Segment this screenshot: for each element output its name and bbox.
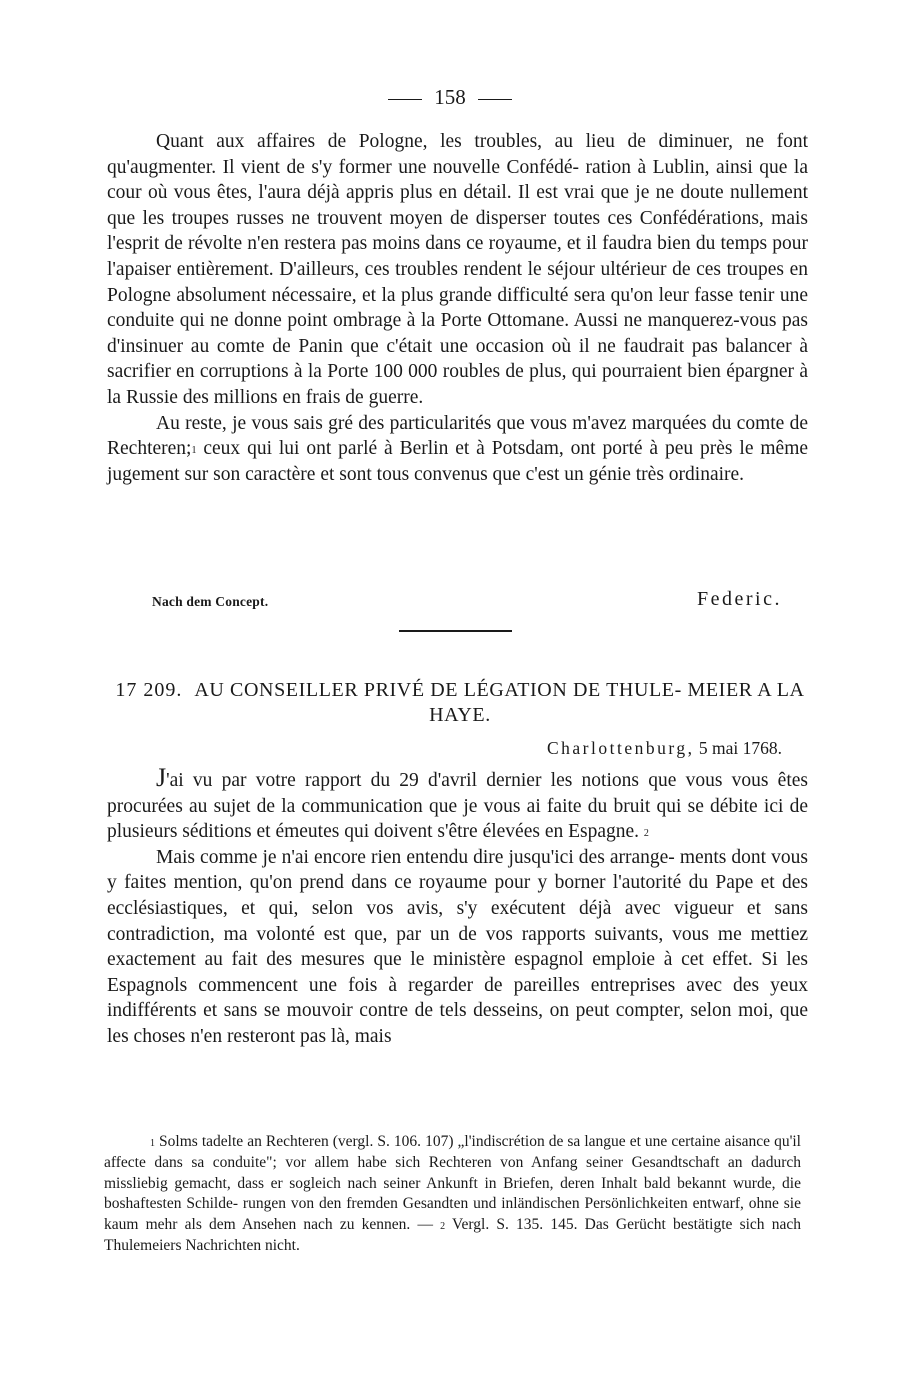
footnote-ref-1: 1 [191, 445, 197, 457]
footnote-text-2: Vergl. S. 135. 145. Das Gerücht bestätigte sich nach Thulemeiers Nachrichten nicht. [104, 1216, 801, 1254]
letter2-paragraph-1 [107, 765, 808, 845]
footnote-paragraph [104, 1132, 801, 1257]
letter-number: 17 209. [115, 679, 183, 701]
dateline-date: 5 mai 1768. [698, 738, 782, 758]
closing-row [152, 588, 782, 614]
letter1-paragraph-2-text-a: Au reste, je vous sais gré des particularités que vous m'avez marquées du comte de Rechteren; [107, 412, 808, 460]
letter-body [107, 765, 808, 1050]
header-dash-left [388, 99, 422, 100]
drop-cap: J [156, 763, 167, 792]
letter2-paragraph-2: Mais comme je n'ai encore rien entendu dire jusqu'ici des arrange- ments dont vous y faites mention, qu'on prend dans ce royaume pour y borner l'autorité du Pape et des ecclésiastiques, et qui, selon vos avis, s'y exécutent déjà avec vigueur et sans contradiction, ma volonté est que, par un de vos rapports suivants, vous me mettiez exactement au fait des mesures que le ministère espagnol emploie à cet effet. Si les Espagnols commencent une fois à regarder de pareilles entreprises avec des yeux indifférents et sans se mouvoir contre de tels desseins, on peut compter, selon moi, que les choses n'en resteront pas là, mais [107, 846, 808, 1047]
section-separator [399, 630, 512, 632]
header-dash-right [478, 99, 512, 100]
letter2-paragraph-1-text: 'ai vu par votre rapport du 29 d'avril dernier les notions que vous vous êtes procurées au sujet de la communication que je vous ai faite du bruit qui se débite ici de plusieurs séditions et émeutes qui doivent s'être élevées en Espagne. [107, 770, 808, 843]
page-header [0, 84, 900, 110]
letter-continuation [107, 129, 808, 487]
letter1-paragraph-2-text-b: ceux qui lui ont parlé à Berlin et à Potsdam, ont porté à peu près le même jugement sur son caractère et sont tous convenus que c'est un génie très ordinaire. [107, 438, 809, 485]
dateline [547, 737, 782, 759]
letter1-paragraph-1: Quant aux affaires de Pologne, les troubles, au lieu de diminuer, ne font qu'augmenter. Il vient de s'y former une nouvelle Confédé- ration à Lublin, ainsi que la cour où vous êtes, l'aura déjà appris plus en détail. Il est vrai que je ne doute nullement que les troupes russes ne trouvent moyen de disperser toutes ces Confédérations, mais l'esprit de révolte n'en restera pas moins dans ce royaume, et il faudra bien du temps pour l'apaiser entièrement. D'ailleurs, ces troubles rendent le séjour ultérieur de ces troupes en Pologne absolument nécessaire, et la plus grande difficulté sera qu'on leur fasse tenir une conduite qui ne donne point ombrage à la Porte Ottomane. Aussi ne manquerez-vous pas d'insinuer au comte de Panin que c'était une occasion où il ne faudrait pas balancer à sacrifier en corruptions à la Porte 100 000 roubles de plus, qui pourraient bien épargner à la Russie des millions en frais de guerre. [107, 131, 808, 408]
footnotes [104, 1132, 801, 1257]
letter-title: AU CONSEILLER PRIVÉ DE LÉGATION DE THULE- MEIER A LA HAYE. [194, 679, 805, 726]
source-note: Nach dem Concept. [152, 594, 269, 609]
footnote-ref-2: 2 [643, 828, 649, 840]
footnote-marker-2: 2 [440, 1221, 446, 1233]
dateline-place: Charlottenburg, [546, 738, 695, 758]
page-number: 158 [434, 85, 466, 109]
letter1-paragraph-2 [107, 411, 808, 488]
signature: Federic. [697, 588, 782, 610]
letter-heading [115, 678, 805, 728]
footnote-marker-1: 1 [150, 1138, 155, 1149]
footnote-text-1: Solms tadelte an Rechteren (vergl. S. 106. 107) „l'indiscrétion de sa langue et une certaine aisance qu'il affecte dans sa conduite"; vor allem habe sich Rechteren von Anfang seiner Gesandtschaft an dadurch missliebig gemacht, dass er sogleich nach seiner Ankunft in Briefen, deren Inhalt bald bekannt wurde, die boshaftesten Schilde- rungen von den fremden Gesandten und inländischen Persönlichkeiten entwarf, ohne sie kaum mehr als dem Ansehen nach zu kennen. — [104, 1133, 801, 1234]
